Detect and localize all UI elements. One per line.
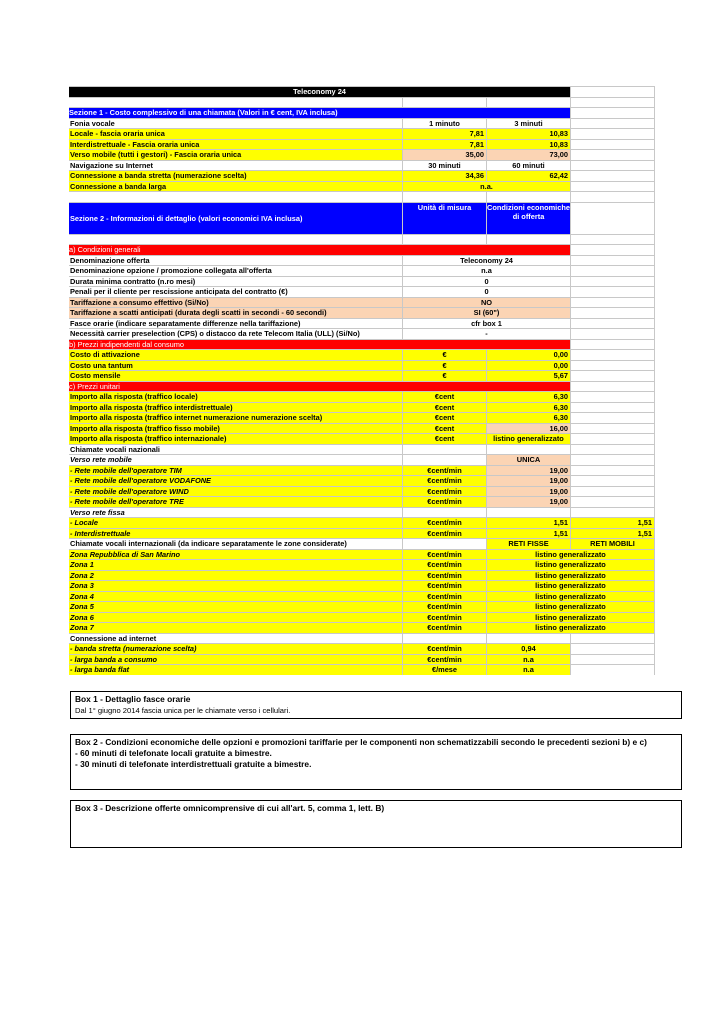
row-value: 16,00 — [487, 424, 571, 434]
fixed-title-row: Verso rete fissa — [69, 507, 655, 518]
mobile-operator-row — [69, 475, 655, 486]
zone-row — [69, 549, 655, 560]
row-value: n.a — [487, 655, 571, 665]
row-value: 19,00 — [487, 466, 571, 476]
box1 — [70, 691, 682, 719]
mobile-operator-row — [69, 486, 655, 497]
box2-line: - 30 minuti di telefonate interdistrettuali gratuite a bimestre. — [75, 759, 312, 769]
row-unit: €cent/min — [403, 655, 487, 665]
row-unit: €cent/min — [403, 623, 487, 633]
internet-row — [69, 664, 655, 675]
call-cost-row — [69, 128, 655, 139]
section1-title: Sezione 1 - Costo complessivo di una chiamata (Valori in € cent, IVA inclusa) — [69, 108, 571, 118]
row-unit: € — [403, 361, 487, 371]
row-value: SI (60") — [403, 308, 571, 318]
row-value: 6,30 — [487, 413, 571, 423]
row-label: - Rete mobile dell'operatore WIND — [69, 487, 403, 497]
row-value: listino generalizzato — [487, 602, 655, 612]
row-unit: €cent/min — [403, 602, 487, 612]
internet-row — [69, 654, 655, 665]
condition-row — [69, 297, 655, 308]
row-unit: € — [403, 371, 487, 381]
value-mobili: 1,51 — [571, 529, 655, 539]
row-value: 0 — [403, 277, 571, 287]
row-value: n.a — [403, 266, 571, 276]
section2-header: Sezione 2 - Informazioni di dettaglio (valori economici IVA inclusa) Unità di misura Condizioni economiche di offerta — [69, 202, 655, 234]
row-label: Zona 2 — [69, 571, 403, 581]
row-label: Necessità carrier preselection (CPS) o distacco da rete Telecom Italia (ULL) (Si/No) — [69, 329, 403, 339]
row-label: - larga banda a consumo — [69, 655, 403, 665]
value-1min: 7,81 — [403, 140, 487, 150]
row-value: 19,00 — [487, 487, 571, 497]
unit-price-row — [69, 433, 655, 444]
condition-row — [69, 265, 655, 276]
row-unit: €cent/min — [403, 550, 487, 560]
row-label: Denominazione offerta — [69, 256, 403, 266]
tariff-sheet — [69, 86, 655, 675]
value-3min: 10,83 — [487, 129, 571, 139]
row-label: - larga banda flat — [69, 665, 403, 675]
row-label: Zona 1 — [69, 560, 403, 570]
row-label: Zona Repubblica di San Marino — [69, 550, 403, 560]
condition-row — [69, 286, 655, 297]
row-value: n.a — [487, 665, 571, 675]
call-cost-row — [69, 139, 655, 150]
unit-price-row — [69, 412, 655, 423]
section1-header — [69, 107, 655, 118]
row-label: - Interdistrettuale — [69, 529, 403, 539]
box1-title: Box 1 - Dettaglio fasce orarie — [75, 694, 191, 704]
row-label: Tariffazione a consumo effettivo (Si/No) — [69, 298, 403, 308]
row-value: 19,00 — [487, 497, 571, 507]
row-label: Interdistrettuale - Fascia oraria unica — [69, 140, 403, 150]
row-unit: €cent/min — [403, 581, 487, 591]
row-label: Zona 3 — [69, 581, 403, 591]
row-value: listino generalizzato — [487, 560, 655, 570]
row-value: 6,30 — [487, 403, 571, 413]
mobile-title-row: Verso rete mobile UNICA — [69, 454, 655, 465]
box3 — [70, 800, 682, 848]
row-label: Costo di attivazione — [69, 350, 403, 360]
banda-stretta-row: Connessione a banda stretta (numerazione scelta) 34,36 62,42 — [69, 170, 655, 181]
row-unit: €cent — [403, 413, 487, 423]
row-value: 0,94 — [487, 644, 571, 654]
unit-price-row — [69, 391, 655, 402]
row-unit: €/mese — [403, 665, 487, 675]
row-label: Zona 6 — [69, 613, 403, 623]
zone-row — [69, 580, 655, 591]
row-value: 19,00 — [487, 476, 571, 486]
row-value: listino generalizzato — [487, 571, 655, 581]
row-label: Zona 4 — [69, 592, 403, 602]
zone-row — [69, 591, 655, 602]
row-value: listino generalizzato — [487, 550, 655, 560]
row-unit: €cent — [403, 403, 487, 413]
row-value: listino generalizzato — [487, 613, 655, 623]
condition-row — [69, 328, 655, 339]
row-value: 5,67 — [487, 371, 571, 381]
row-unit: €cent/min — [403, 518, 487, 528]
fixed-line-row — [69, 528, 655, 539]
row-value: listino generalizzato — [487, 592, 655, 602]
value-3min: 73,00 — [487, 150, 571, 160]
mobile-operator-row — [69, 496, 655, 507]
row-label: Costo mensile — [69, 371, 403, 381]
row-label: Penali per il cliente per rescissione anticipata del contratto (€) — [69, 287, 403, 297]
row-label: - Rete mobile dell'operatore VODAFONE — [69, 476, 403, 486]
unit-price-row — [69, 423, 655, 434]
mobile-operator-row — [69, 465, 655, 476]
fixed-prices-header: b) Prezzi indipendenti dal consumo — [69, 339, 655, 350]
row-label: Verso mobile (tutti i gestori) - Fascia oraria unica — [69, 150, 403, 160]
row-label: Durata minima contratto (n.ro mesi) — [69, 277, 403, 287]
internet-row — [69, 643, 655, 654]
box2-line: - 60 minuti di telefonate locali gratuite a bimestre. — [75, 748, 272, 758]
row-unit: € — [403, 350, 487, 360]
row-unit: €cent — [403, 434, 487, 444]
row-value: listino generalizzato — [487, 623, 655, 633]
condition-row — [69, 276, 655, 287]
fixed-line-row — [69, 517, 655, 528]
banda-larga-row: Connessione a banda larga n.a. — [69, 181, 655, 192]
value-fisse: 1,51 — [487, 529, 571, 539]
nav-row: Navigazione su Internet 30 minuti 60 minuti — [69, 160, 655, 171]
condition-row — [69, 307, 655, 318]
internet-title-row: Connessione ad internet — [69, 633, 655, 644]
row-value: 0 — [403, 287, 571, 297]
row-value: listino generalizzato — [487, 434, 571, 444]
box3-title: Box 3 - Descrizione offerte omnicomprensive di cui all'art. 5, comma 1, lett. B) — [75, 803, 385, 813]
row-value: - — [403, 329, 571, 339]
row-unit: €cent/min — [403, 529, 487, 539]
value-1min: 7,81 — [403, 129, 487, 139]
row-unit: €cent — [403, 424, 487, 434]
row-unit: €cent/min — [403, 466, 487, 476]
box2 — [70, 734, 682, 790]
title-row — [69, 86, 655, 97]
row-unit: €cent/min — [403, 571, 487, 581]
box1-text: Dal 1° giugno 2014 fascia unica per le chiamate verso i cellulari. — [75, 706, 291, 715]
row-unit: €cent/min — [403, 592, 487, 602]
unit-price-row — [69, 402, 655, 413]
zone-row — [69, 559, 655, 570]
row-label: Importo alla risposta (traffico interdistrettuale) — [69, 403, 403, 413]
row-value: cfr box 1 — [403, 319, 571, 329]
row-value: 0,00 — [487, 350, 571, 360]
row-unit: €cent/min — [403, 560, 487, 570]
row-unit: €cent/min — [403, 487, 487, 497]
section2-title: Sezione 2 - Informazioni di dettaglio (valori economici IVA inclusa) — [69, 203, 403, 234]
zone-row — [69, 570, 655, 581]
row-label: Zona 5 — [69, 602, 403, 612]
row-value: Teleconomy 24 — [403, 256, 571, 266]
row-unit: €cent/min — [403, 644, 487, 654]
zone-row — [69, 601, 655, 612]
fonia-row: Fonia vocale 1 minuto 3 minuti — [69, 118, 655, 129]
row-label: Zona 7 — [69, 623, 403, 633]
row-label: - Rete mobile dell'operatore TRE — [69, 497, 403, 507]
zone-row — [69, 622, 655, 633]
row-label: Importo alla risposta (traffico fisso mobile) — [69, 424, 403, 434]
row-unit: €cent/min — [403, 613, 487, 623]
row-value: listino generalizzato — [487, 581, 655, 591]
fixed-price-row — [69, 349, 655, 360]
condition-row — [69, 255, 655, 266]
value-fisse: 1,51 — [487, 518, 571, 528]
row-value: 6,30 — [487, 392, 571, 402]
row-label: Denominazione opzione / promozione collegata all'offerta — [69, 266, 403, 276]
national-title-row: Chiamate vocali nazionali — [69, 444, 655, 455]
row-label: Tariffazione a scatti anticipati (durata degli scatti in secondi - 60 secondi) — [69, 308, 403, 318]
offer-title: Teleconomy 24 — [69, 87, 571, 97]
row-label: Importo alla risposta (traffico locale) — [69, 392, 403, 402]
row-value: NO — [403, 298, 571, 308]
international-title-row: Chiamate vocali internazionali (da indicare separatamente le zone considerate) RETI FISSE RETI MOBILI — [69, 538, 655, 549]
conditions-header: a) Condizioni generali — [69, 244, 655, 255]
row-label: - banda stretta (numerazione scelta) — [69, 644, 403, 654]
row-label: Fasce orarie (indicare separatamente differenze nella tariffazione) — [69, 319, 403, 329]
row-unit: €cent/min — [403, 476, 487, 486]
row-unit: €cent — [403, 392, 487, 402]
row-label: - Rete mobile dell'operatore TIM — [69, 466, 403, 476]
row-label: Importo alla risposta (traffico internazionale) — [69, 434, 403, 444]
row-label: Costo una tantum — [69, 361, 403, 371]
value-mobili: 1,51 — [571, 518, 655, 528]
fixed-price-row — [69, 370, 655, 381]
row-value: 0,00 — [487, 361, 571, 371]
row-label: - Locale — [69, 518, 403, 528]
box2-title: Box 2 - Condizioni economiche delle opzioni e promozioni tariffarie per le componenti non schematizzabili secondo le precedenti sezioni b) e c) — [75, 737, 647, 747]
row-unit: €cent/min — [403, 497, 487, 507]
call-cost-row — [69, 149, 655, 160]
value-1min: 35,00 — [403, 150, 487, 160]
fixed-price-row — [69, 360, 655, 371]
row-label: Locale - fascia oraria unica — [69, 129, 403, 139]
unit-prices-header: c) Prezzi unitari — [69, 381, 655, 392]
row-label: Importo alla risposta (traffico internet numerazione numerazione scelta) — [69, 413, 403, 423]
condition-row — [69, 318, 655, 329]
value-3min: 10,83 — [487, 140, 571, 150]
zone-row — [69, 612, 655, 623]
